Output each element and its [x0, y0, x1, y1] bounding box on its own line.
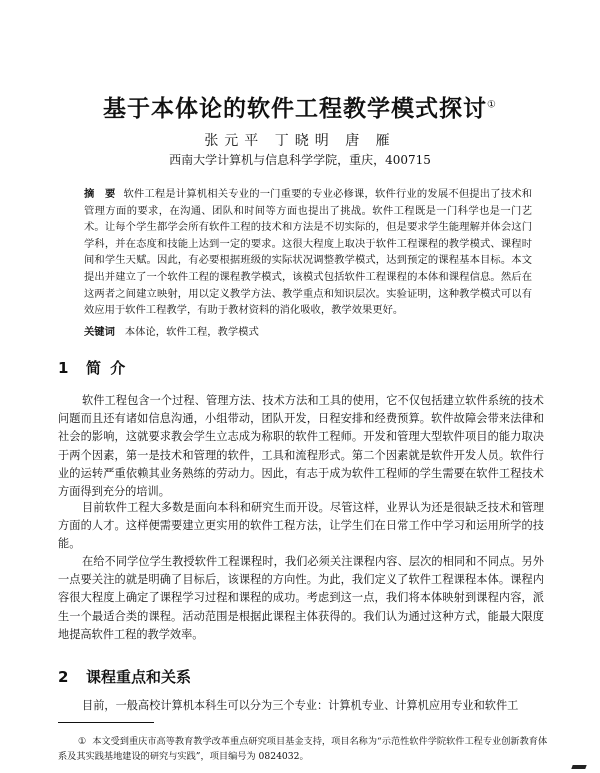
paper-title: [0, 90, 600, 123]
footnote: [58, 734, 548, 764]
scan-mark: [571, 765, 586, 769]
authors: 张元平 丁晓明 唐 雁: [204, 133, 396, 149]
section-1-number: 1: [58, 359, 71, 377]
section-1-title: 简 介: [86, 359, 128, 377]
section-1-heading: [58, 357, 127, 378]
keywords-text: 本体论，软件工程，教学模式: [124, 326, 259, 338]
abstract: [84, 186, 532, 319]
footnote-mark: ①: [78, 736, 87, 747]
section-1-paragraph-3: 在给不同学位学生教授软件工程课程时，我们必须关注课程内容、层次的相同和不同点。另外一点要关注的就是明确了目标后，该课程的方向性。为此，我们定义了软件工程课程本体。课程内容很大程度上确定了课程学习过程和课程的成功。考虑到这一点，我们将本体映射到课程内容，派生一个最适合类的课程。活动范围是根据此课程主体获得的。我们认为通过这种方式，能最大限度地提高软件工程的教学效率。: [58, 555, 544, 641]
title-text: 基于本体论的软件工程教学模式探讨: [103, 96, 488, 122]
footnote-text: 本文受到重庆市高等教育教学改革重点研究项目基金支持，项目名称为“示范性软件学院软件工程专业创新教育体系及其实践基地建设的研究与实践”，项目编号为 0824032。: [58, 736, 548, 762]
title-footnote-mark: ①: [487, 99, 497, 111]
section-2-title: 课程重点和关系: [86, 668, 192, 686]
abstract-text: 软件工程是计算机相关专业的一门重要的专业必修课，软件行业的发展不但提出了技术和管理方面的要求，在沟通、团队和时间等方面也提出了挑战。软件工程既是一门科学也是一门艺术。让每个学生都学会所有软件工程的技术和方法是不切实际的，但是要求学生能理解并体会这门学科，并在态度和技能上达到一定的要求。这很大程度上取决于软件工程课程的教学模式、课程时间和学生天赋。因此，有必要根据班级的实际状况调整教学模式，达到预定的课程基本目标。本文提出并建立了一个软件工程的课程教学模式，该模式包括软件工程课程的本体和课程信息。然后在这两者之间建立映射，用以定义教学方法、教学重点和知识层次。实验证明，这种教学模式可以有效应用于软件工程教学，有助于教材资料的消化吸收，教学效果更好。: [84, 188, 533, 317]
section-2-paragraph-1: 目前，一般高校计算机本科生可以分为三个专业：计算机专业、计算机应用专业和软件工: [82, 699, 519, 712]
section-2-number: 2: [58, 668, 69, 686]
abstract-label: 摘 要: [84, 188, 116, 200]
affiliation: 西南大学计算机与信息科学学院，重庆，400715: [169, 153, 431, 167]
keywords-label: 关键词: [84, 326, 115, 338]
footnote-rule: [58, 722, 154, 723]
section-2-heading: [58, 666, 191, 687]
section-1-paragraph-2: 目前软件工程大多数是面向本科和研究生而开设。尽管这样，业界认为还是很缺乏技术和管理方面的人才。这样便需要建立更实用的软件工程方法，让学生们在日常工作中学习和运用所学的技能。: [58, 501, 544, 551]
keywords: [84, 323, 532, 338]
section-1-paragraph-1: 软件工程包含一个过程、管理方法、技术方法和工具的使用，它不仅包括建立软件系统的技术问题而且还有诸如信息沟通，小组带动，团队开发，日程安排和经费预算。软件故障会带来法律和社会的影响，这就要求教会学生立志成为称职的软件工程师。开发和管理大型软件项目的能力取决于两个因素，第一是技术和管理的软件，工具和流程形式。第二个因素就是软件开发人员。软件行业的运转严重依赖其业务熟练的劳动力。因此，有志于成为软件工程师的学生需要在软件工程技术方面得到充分的培训。: [58, 394, 544, 499]
